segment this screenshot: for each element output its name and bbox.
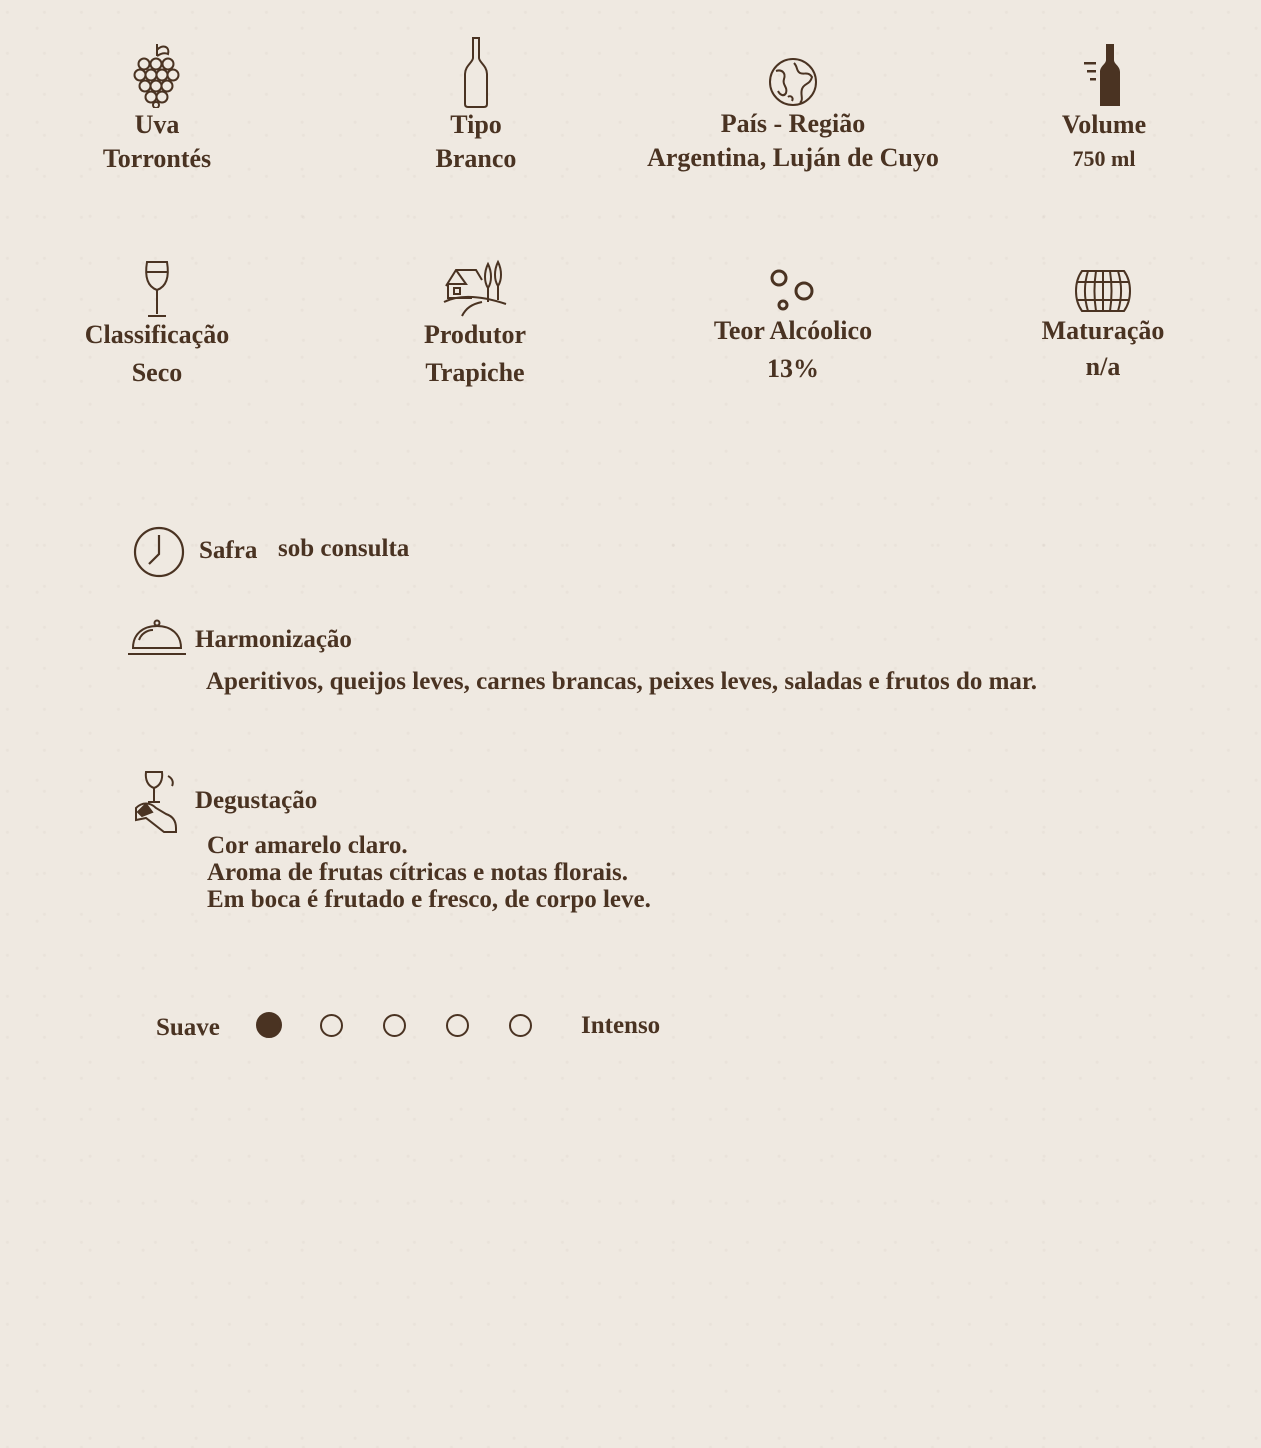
degustacao-title: Degustação [195, 787, 318, 814]
spec-label: País - Região [720, 109, 866, 138]
spec-value: Seco [131, 358, 183, 387]
intensity-dot-1 [256, 1012, 282, 1038]
intensity-min-label: Suave [156, 1014, 220, 1041]
intensity-dot-4 [446, 1014, 469, 1037]
spec-label: Uva [134, 110, 180, 139]
cloche-icon [127, 618, 187, 656]
bubbles-icon [768, 266, 818, 314]
safra-value: sob consulta [278, 535, 410, 562]
spec-maturacao [1003, 268, 1203, 384]
spec-label: Volume [1061, 110, 1147, 139]
spec-tipo [376, 36, 576, 176]
barrel-icon [1074, 268, 1132, 314]
spec-value: Trapiche [425, 358, 525, 387]
intensity-dot-2 [320, 1014, 343, 1037]
spec-value: n/a [1085, 352, 1121, 381]
winery-icon [442, 258, 508, 318]
spec-teor-alcoolico [693, 266, 893, 386]
spec-label: Teor Alcóolico [713, 316, 873, 345]
harmonizacao-title: Harmonização [195, 626, 352, 653]
spec-label: Produtor [423, 320, 527, 349]
spec-value: 750 ml [1072, 146, 1136, 171]
degustacao-line-2: Aroma de frutas cítricas e notas florais. [207, 859, 628, 886]
spec-value: Torrontés [102, 144, 212, 173]
degustacao-line-1: Cor amarelo claro. [207, 832, 408, 859]
volume-bottle-icon [1082, 42, 1126, 108]
globe-icon [768, 57, 818, 107]
spec-label: Classificação [84, 320, 230, 349]
spec-uva [57, 42, 257, 176]
spec-classificacao [57, 260, 257, 390]
bottle-icon [463, 36, 489, 108]
spec-volume [1004, 42, 1204, 176]
spec-label: Maturação [1041, 316, 1165, 345]
spec-value: 13% [767, 354, 819, 383]
safra-label: Safra [199, 537, 258, 564]
spec-produtor [375, 258, 575, 390]
degustacao-line-3: Em boca é frutado e fresco, de corpo leve. [207, 886, 651, 913]
grape-icon [132, 42, 182, 108]
spec-label: Tipo [450, 110, 502, 139]
clock-icon [132, 525, 186, 579]
harmonizacao-text: Aperitivos, queijos leves, carnes brancas, peixes leves, saladas e frutos do mar. [206, 668, 1037, 695]
spec-pais-regiao [628, 57, 958, 175]
intensity-max-label: Intenso [581, 1012, 661, 1039]
wine-glass-icon [142, 260, 172, 318]
spec-value: Argentina, Luján de Cuyo [647, 143, 939, 172]
intensity-dot-5 [509, 1014, 532, 1037]
intensity-dot-3 [383, 1014, 406, 1037]
spec-value: Branco [435, 144, 517, 173]
tasting-hand-icon [132, 768, 182, 834]
